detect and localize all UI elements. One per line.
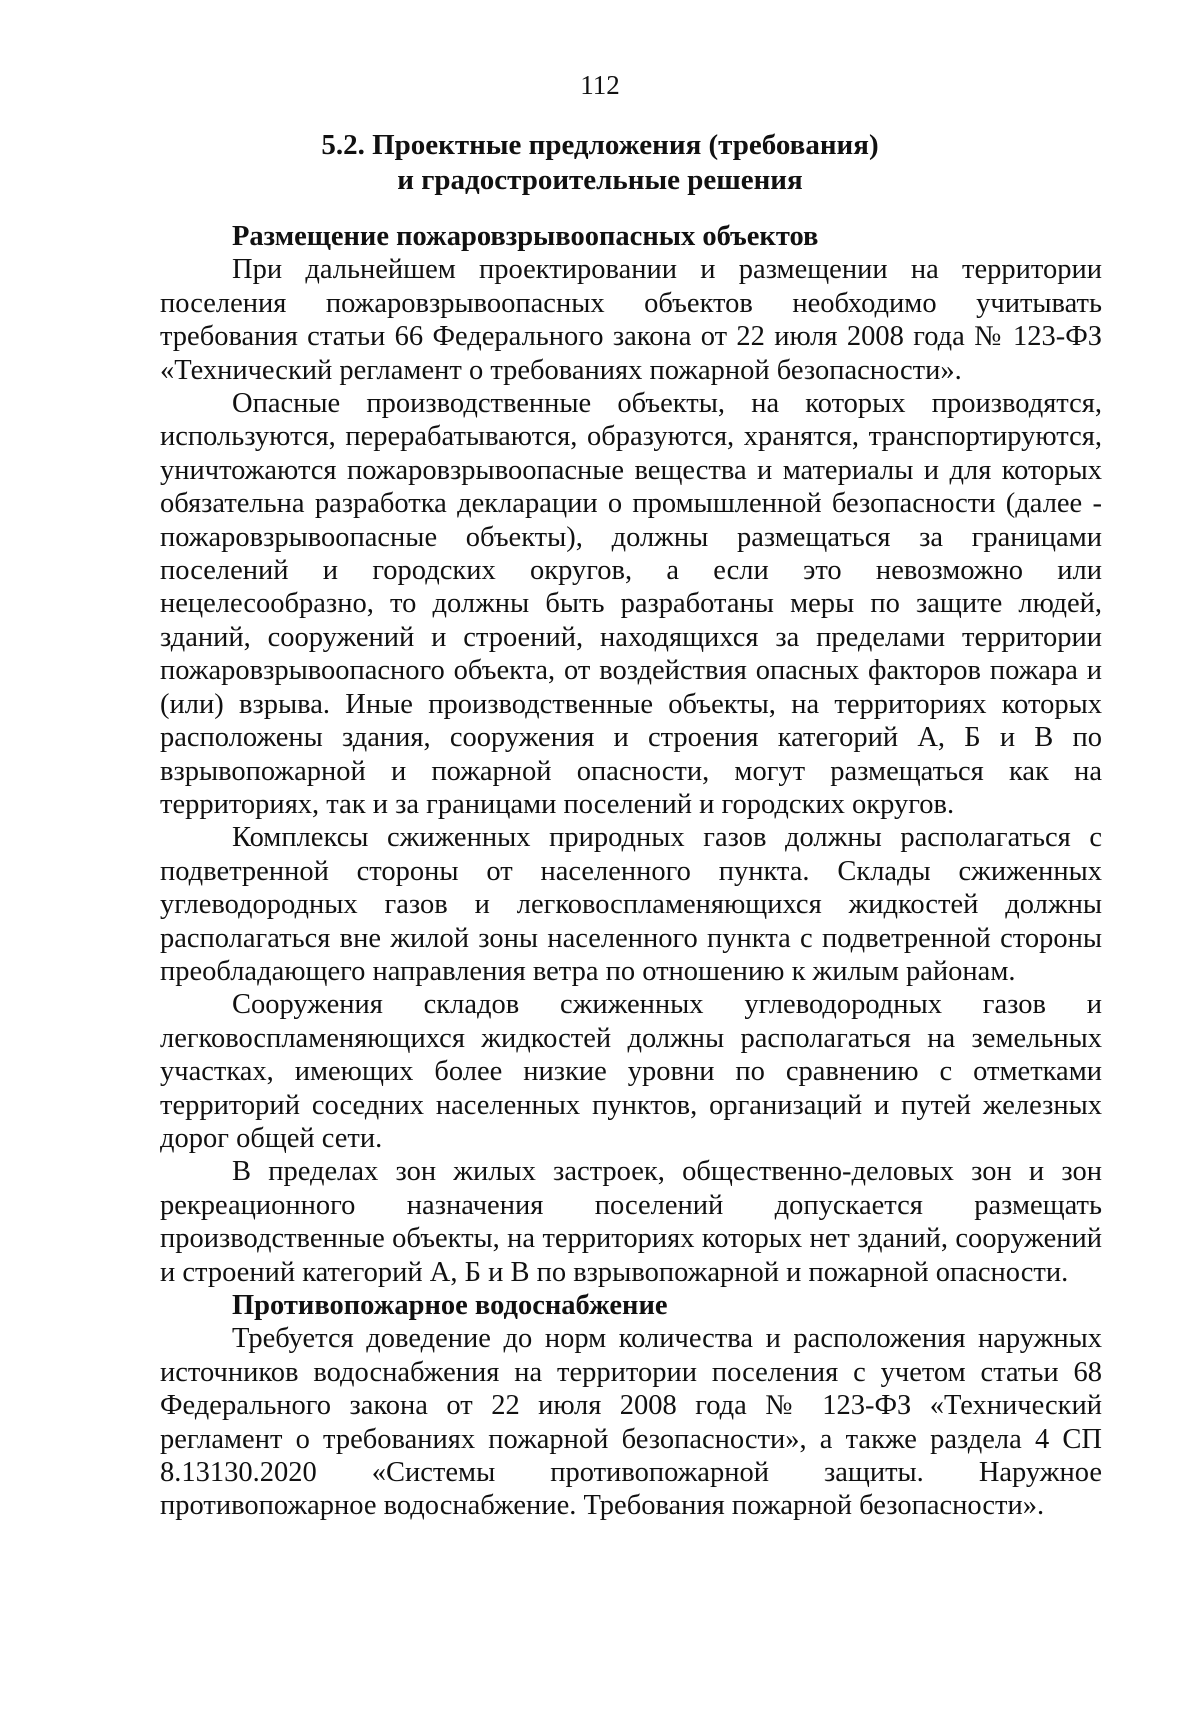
page-number: 112 xyxy=(580,70,620,100)
paragraph: Комплексы сжиженных природных газов должны располагаться с подветренной стороны от населенного пункта. Склады сжиженных углеводородных газов и легковоспламеняющихся жидкостей должны располагаться вне жилой зоны населенного пункта с подветренной стороны преобладающего направления ветра по отношению к жилым районам. xyxy=(160,822,1102,987)
paragraph: Опасные производственные объекты, на которых производятся, используются, перерабатываются, образуются, хранятся, транспортируются, уничтожаются пожаровзрывоопасные вещества и материалы и для которых обязательна разработка декларации о промышленной безопасности (далее - пожаровзрывоопасные объекты), должны размещаться за границами поселений и городских округов, а если это невозможно или нецелесообразно, то должны быть разработаны меры по защите людей, зданий, сооружений и строений, находящихся за пределами территории пожаровзрывоопасного объекта, от воздействия опасных факторов пожара и (или) взрыва. Иные производственные объекты, на территориях которых расположены здания, сооружения и строения категорий А, Б и В по взрывопожарной и пожарной опасности, могут размещаться как на территориях, так и за границами поселений и городских округов. xyxy=(160,388,1102,820)
section-title-line-1: 5.2. Проектные предложения (требования) xyxy=(321,129,879,161)
section-title-line-2: и градостроительные решения xyxy=(397,164,803,196)
paragraph: Требуется доведение до норм количества и расположения наружных источников водоснабжения на территории поселения с учетом статьи 68 Федерального закона от 22 июля 2008 года № 123-ФЗ «Технический регламент о требованиях пожарной безопасности», а также раздела 4 СП 8.13130.2020 «Системы противопожарной защиты. Наружное противопожарное водоснабжение. Требования пожарной безопасности». xyxy=(160,1323,1102,1522)
subheading-fire-water-supply: Противопожарное водоснабжение xyxy=(232,1290,668,1321)
paragraph: В пределах зон жилых застроек, общественно-деловых зон и зон рекреационного назначения поселений допускается размещать производственные объекты, на территориях которых нет зданий, сооружений и строений категорий А, Б и В по взрывопожарной и пожарной опасности. xyxy=(160,1156,1102,1288)
paragraph: При дальнейшем проектировании и размещении на территории поселения пожаровзрывоопасных объектов необходимо учитывать требования статьи 66 Федерального закона от 22 июля 2008 года № 123-ФЗ «Технический регламент о требованиях пожарной безопасности». xyxy=(160,254,1102,386)
paragraph: Сооружения складов сжиженных углеводородных газов и легковоспламеняющихся жидкостей должны располагаться на земельных участках, имеющих более низкие уровни по сравнению с отметками территорий соседних населенных пунктов, организаций и путей железных дорог общей сети. xyxy=(160,989,1102,1154)
section-title xyxy=(0,128,1200,198)
subheading-explosive-objects: Размещение пожаровзрывоопасных объектов xyxy=(232,221,819,252)
body-text xyxy=(160,220,1102,1523)
